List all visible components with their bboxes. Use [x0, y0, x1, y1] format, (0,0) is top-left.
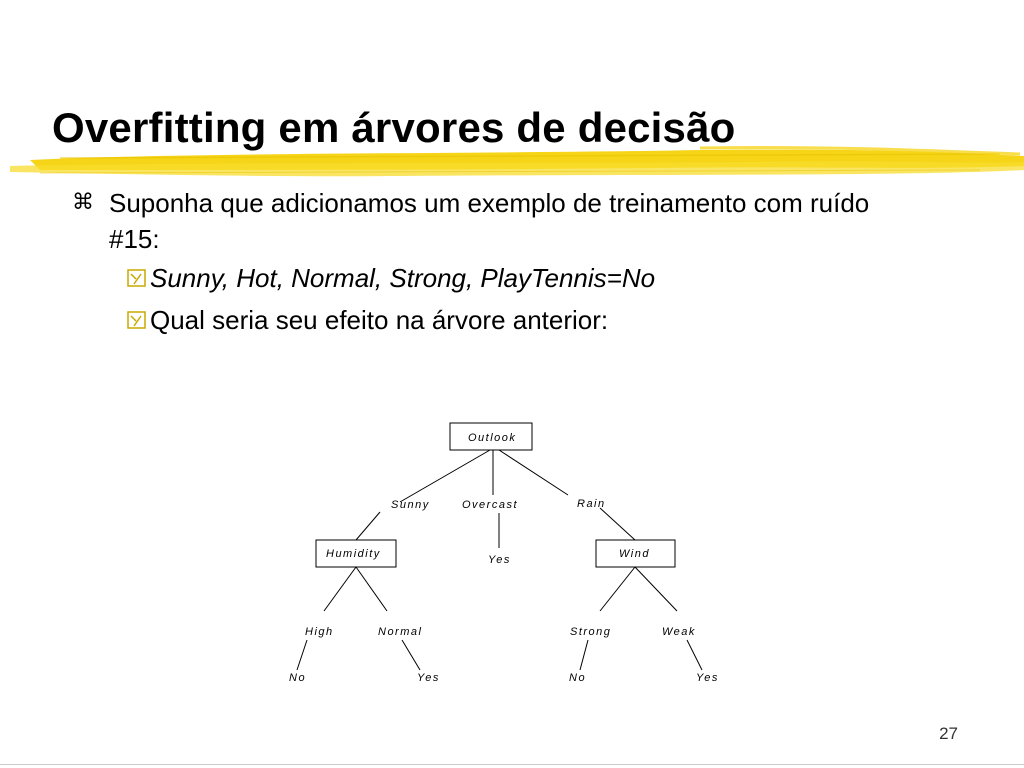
- tree-branch-normal: Normal: [378, 626, 423, 638]
- bullet-text-continued: #15:: [109, 224, 160, 254]
- sub-bullet-text: Qual seria seu efeito na árvore anterior:: [150, 305, 609, 335]
- tree-branch-weak: Weak: [662, 626, 696, 638]
- tree-leaf-weak: Yes: [696, 672, 719, 684]
- command-key-icon: ⌘: [72, 190, 94, 215]
- sub-bullet-text: Sunny, Hot, Normal, Strong, PlayTennis=No: [150, 263, 656, 293]
- tree-branch-high: High: [305, 626, 334, 638]
- tree-branch-strong: Strong: [570, 626, 612, 638]
- tree-leaf-high: No: [289, 672, 307, 684]
- bullet-text: Suponha que adicionamos um exemplo de treinamento com ruído: [109, 188, 870, 218]
- page-number: 27: [939, 724, 958, 743]
- decision-tree-diagram: [280, 415, 730, 695]
- tree-branch-rain: Rain: [577, 498, 606, 510]
- tree-node-wind-label: Wind: [619, 548, 650, 560]
- tree-leaf-strong: No: [569, 672, 587, 684]
- tree-branch-overcast: Overcast: [462, 499, 519, 511]
- checkbox-y-icon: [127, 310, 147, 330]
- tree-leaf-normal: Yes: [417, 672, 440, 684]
- checkbox-y-icon: [127, 268, 147, 288]
- tree-root-label: Outlook: [468, 432, 517, 444]
- tree-leaf-overcast: Yes: [488, 554, 511, 566]
- tree-branch-sunny: Sunny: [391, 499, 430, 511]
- tree-node-humidity-label: Humidity: [326, 548, 381, 560]
- slide-title: Overfitting em árvores de decisão: [52, 104, 736, 151]
- footer-divider: [0, 764, 1024, 765]
